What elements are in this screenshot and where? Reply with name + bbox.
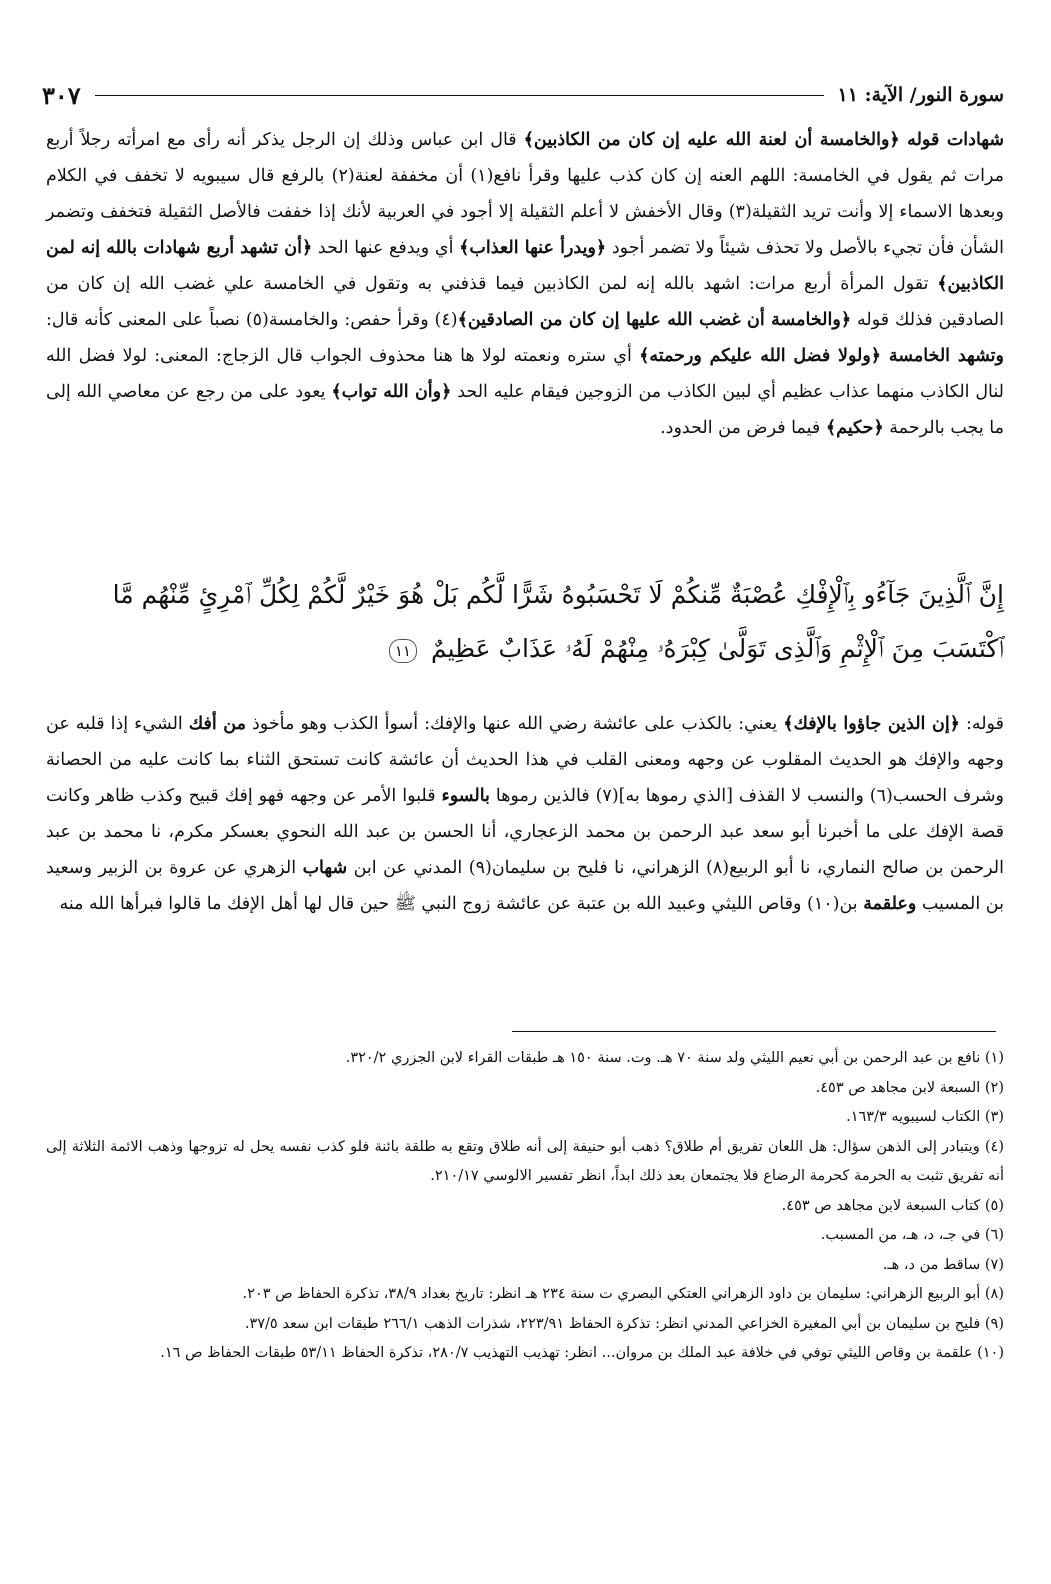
footnote-9: (٩) فليح بن سليمان بن أبي المغيرة الخزاعي المدني انظر: تذكرة الحفاظ ٢٢٣/٩١، شذرات الذهب ٢٦٦/١ طبقات ابن سعد ٣٧/٥. (244, 1315, 1004, 1332)
commentary-text: بن(١٠) وقاص الليثي وعبيد الله بن عتبة عن عائشة زوج النبي ﷺ حين قال لها أهل الإفك ما قالوا فبرأها الله منه (59, 894, 864, 914)
bold-term: وعلقمة (863, 894, 917, 914)
footnotes (46, 1044, 1004, 1369)
commentary-text: يعني: بالكذب على عائشة رضي الله عنها والإفك: أسوأ الكذب وهو مأخوذ (246, 714, 784, 734)
ayah-number-marker: ١١ (389, 639, 417, 663)
commentary-block-1 (46, 122, 1004, 446)
commentary-block-2 (46, 706, 1004, 922)
header-rule (95, 95, 824, 96)
commentary-text: قلبوا الأمر عن وجهه فهو إفك قبيح وكذب ظاهر وكانت قصة الإفك على ما أخبرنا أبو سعد عبد الرحمن بن محمد الزعجاري، أنا الحسن بن عبد الله النحوي بعسكر مكرم، نا محمد بن عبد الرحمن بن صالح النماري، نا أبو الربيع(٨) الزهراني، نا فليح بن سليمان(٩) المدني عن ابن (46, 786, 1005, 878)
quran-quote: شهادات قوله ﴿والخامسة أن لعنة الله عليه إن كان من الكاذبين﴾ (523, 130, 1005, 150)
bold-term: من أفك (188, 714, 246, 734)
footnote-10: (١٠) علقمة بن وقاص الليثي توفي في خلافة عبد الملك بن مروان... انظر: تهذيب التهذيب ٢٨٠/٧، تذكرة الحفاظ ٥٣/١١ طبقات الحفاظ ص ١٦. (160, 1345, 1004, 1361)
commentary-text: (٤) وقرأ حفص: والخامسة(٥) نصباً على المعنى كأنه قال: (46, 310, 458, 330)
quran-verse (46, 568, 1004, 676)
bold-term: شهاب (302, 858, 348, 878)
quran-quote: ﴿وأن الله تواب﴾ (331, 382, 452, 402)
surah-title: سورة النور/ الآية: ١١ (837, 84, 1004, 106)
running-header (42, 80, 1004, 110)
commentary-text: قال ابن عباس وذلك إن الرجل يذكر أنه رأى مع امرأته رجلاً أربع مرات ثم يقول في الخامسة: اللهم العنه إن كان كذب عليها وقرأ نافع(١) أن مخففة لعنة(٢) بالرفع قال سيبويه لا تخفف في الكلام وبعدها الاسماء إلا وأنت تريد الثقيلة(٣) وقال الأخفش لا أعلم الثقيلة إلا أجود في العربية لأنك إذا خففت فالأصل الثقيلة فتخفف وتضمر الشأن فأن تجيء بالأصل ولا تحذف شيئاً ولا تضمر أجود (46, 130, 1005, 258)
commentary-text: الزهري عن عروة بن الزبير وسعيد بن المسيب (46, 858, 1004, 914)
footnote-6: (٦) في جـ، د، هـ، من المسبب. (820, 1227, 1004, 1243)
commentary-text: أي ستره ونعمته لولا ها هنا محذوف الجواب قال الزجاج: المعنى: لولا فضل الله لنال الكاذب منهما عذاب عظيم أي لبين الكاذب من الزوجين فيقام عليه الحد (46, 346, 1004, 402)
quran-quote: ﴿ويدرأ عنها العذاب﴾ (459, 238, 607, 258)
commentary-text: فيما فرض من الحدود. (660, 418, 826, 438)
quran-quote: وتشهد الخامسة ﴿ولولا فضل الله عليكم ورحمته﴾ (639, 346, 1004, 366)
footnote-3: (٣) الكتاب لسيبويه ١٦٣/٣. (846, 1109, 1004, 1125)
footnote-separator (512, 1031, 996, 1032)
commentary-paragraph (46, 122, 1004, 446)
commentary-text: قوله: (959, 714, 1004, 734)
quran-quote: ﴿أن تشهد أربع شهادات بالله إنه لمن الكاذبين﴾ (46, 238, 1004, 294)
footnote-8: (٨) أبو الربيع الزهراني: سليمان بن داود الزهراني العتكي البصري ت سنة ٢٣٤ هـ انظر: تاريخ بغداد ٣٨/٩، تذكرة الحفاظ ص ٢٠٣. (242, 1286, 1004, 1302)
quran-quote: ﴿حكيم﴾ (825, 418, 884, 438)
verse-text: إِنَّ ٱلَّذِينَ جَآءُو بِٱلْإِفْكِ عُصْبَةٌ مِّنكُمْ لَا تَحْسَبُوهُ شَرًّا لَّكُم بَلْ هُوَ خَيْرٌ لَّكُمْ لِكُلِّ ٱمْرِئٍ مِّنْهُم مَّا ٱكْتَسَبَ مِنَ ٱلْإِثْمِ وَٱلَّذِى تَوَلَّىٰ كِبْرَهُۥ مِنْهُمْ لَهُۥ عَذَابٌ عَظِيمٌ (112, 580, 1004, 663)
quran-quote: ﴿إن الذين جاؤوا بالإفك﴾ (783, 714, 960, 734)
footnote-4: (٤) ويتبادر إلى الذهن سؤال: هل اللعان تفريق أم طلاق؟ ذهب أبو حنيفة إلى أنه طلاق وتقع به طلقة بائنة فلو كذب نفسه يحل له تزوجها وذهب الائمة الثلاثة إلى أنه تفريق تثبت به الحرمة كحرمة الرضاع فلا يجتمعان بعد ذلك ابداً، انظر تفسير الالوسي ٢١٠/١٧. (46, 1138, 1004, 1184)
quran-quote: ﴿والخامسة أن غضب الله عليها إن كان من الصادقين﴾ (457, 310, 852, 330)
commentary-text: الشيء إذا قلبه عن وجهه والإفك هو الحديث المقلوب عن وجهه ومعنى القلب في هذا الحديث أن عائشة كانت تستحق الثناء بما كانت عليه من الحصانة وشرف الحسب(٦) والنسب لا القذف [الذي رموها به](٧) فالذين رموها (46, 714, 1004, 806)
bold-term: بالسوء (441, 786, 490, 806)
commentary-paragraph (46, 706, 1004, 922)
footnote-5: (٥) كتاب السبعة لابن مجاهد ص ٤٥٣. (781, 1197, 1004, 1214)
footnote-1: (١) نافع بن عبد الرحمن بن أبي نعيم الليثي ولد سنة ٧٠ هـ. وت. سنة ١٥٠ هـ طبقات القراء لابن الجزري ٣٢٠/٢. (345, 1050, 1004, 1066)
commentary-text: يعود على من رجع عن معاصي الله إلى ما يجب بالرحمة (46, 382, 1004, 438)
footnote-2: (٢) السبعة لابن مجاهد ص ٤٥٣. (815, 1079, 1004, 1096)
footnote-7: (٧) ساقط من د، هـ. (882, 1256, 1004, 1273)
page-number: ٣٠٧ (42, 80, 81, 110)
commentary-text: تقول المرأة أربع مرات: اشهد بالله إنه لمن الكاذبين فيما قذفني به وتقول في الخامسة علي غضب الله إن كان من الصادقين فذلك قوله (46, 274, 1004, 330)
commentary-text: أي ويدفع عنها الحد (312, 238, 460, 258)
